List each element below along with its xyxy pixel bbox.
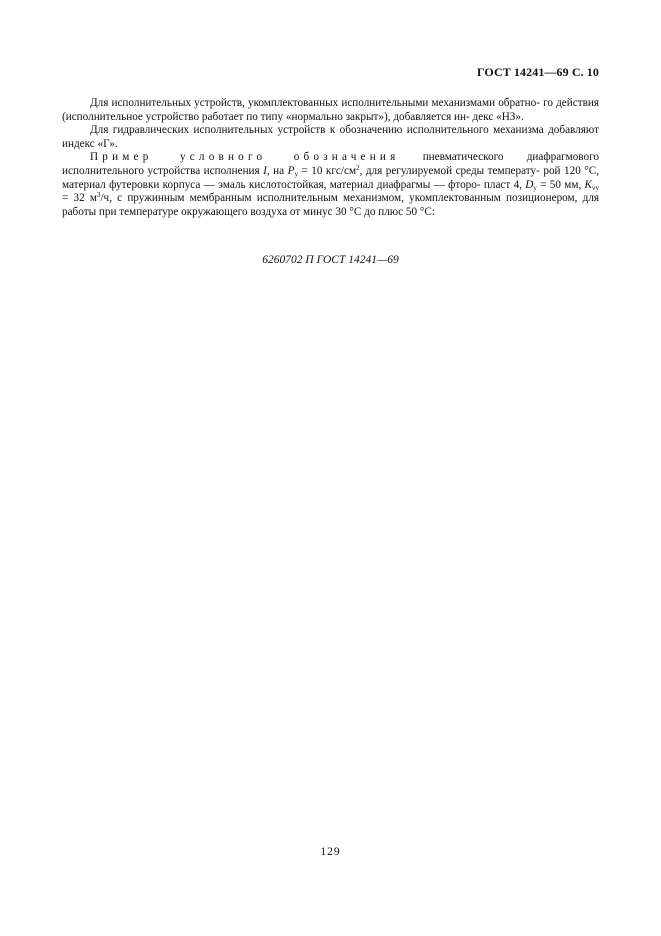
text-line: добавляют индекс «Г». bbox=[62, 124, 599, 150]
text-fragment: = 10 кгс/см bbox=[297, 164, 357, 177]
text-line: Для исполнительных устройств, укомплектованных исполнительными механизмами обратно- bbox=[90, 97, 540, 109]
text-fragment: пневматического диафрагмового bbox=[399, 151, 600, 164]
text-fragment: , для регулируемой среды температу- bbox=[359, 164, 540, 177]
text-fragment: исполнительного устройства исполнения bbox=[62, 164, 264, 177]
diameter-symbol: D bbox=[525, 178, 534, 191]
text-line: Для гидравлических исполнительных устройств к обозначению исполнительного механизма bbox=[90, 124, 544, 137]
page-number: 129 bbox=[320, 846, 341, 858]
text-line: го действия (исполнительное устройство работает по типу «нормально закрыт»), добавляется ин- bbox=[62, 97, 600, 123]
page-header: ГОСТ 14241—69 С. 10 bbox=[476, 65, 599, 79]
text-fragment: = 50 мм, bbox=[536, 178, 585, 191]
flow-coefficient-symbol: K bbox=[584, 178, 593, 191]
pressure-symbol: P bbox=[287, 164, 295, 177]
text-line: 30 °С до плюс 50 °С: bbox=[335, 205, 435, 218]
text-fragment: пласт 4, bbox=[483, 178, 526, 191]
diameter-subscript: у bbox=[533, 183, 537, 192]
text-line: декс «НЗ». bbox=[472, 110, 524, 123]
flow-coefficient-subscript: vy bbox=[592, 183, 600, 192]
paragraph-hydraulic bbox=[62, 124, 599, 151]
unit-superscript: 3 bbox=[96, 191, 101, 200]
example-designation: 6260702 П ГОСТ 14241—69 bbox=[262, 254, 399, 266]
text-fragment: = 32 м bbox=[62, 192, 97, 205]
pressure-subscript: у bbox=[294, 169, 298, 178]
paragraph-example bbox=[62, 151, 599, 219]
text-fragment: , на bbox=[266, 164, 288, 177]
text-line: укомплектованным позиционером, для работы при температуре окружающего воздуха от минус bbox=[62, 192, 600, 218]
example-lead: Пример условного обозначения bbox=[90, 151, 400, 164]
unit-superscript: 2 bbox=[356, 163, 360, 172]
body-text bbox=[62, 97, 599, 219]
version-symbol: I bbox=[263, 164, 267, 177]
text-line: рой 120 °С, материал футеровки корпуса — эмаль кислотостойкая, материал диафрагмы — фторо- bbox=[62, 164, 599, 191]
paragraph-normally-closed bbox=[62, 97, 599, 124]
text-fragment: /ч, с пружинным мембранным исполнительным механизмом, bbox=[100, 192, 404, 205]
